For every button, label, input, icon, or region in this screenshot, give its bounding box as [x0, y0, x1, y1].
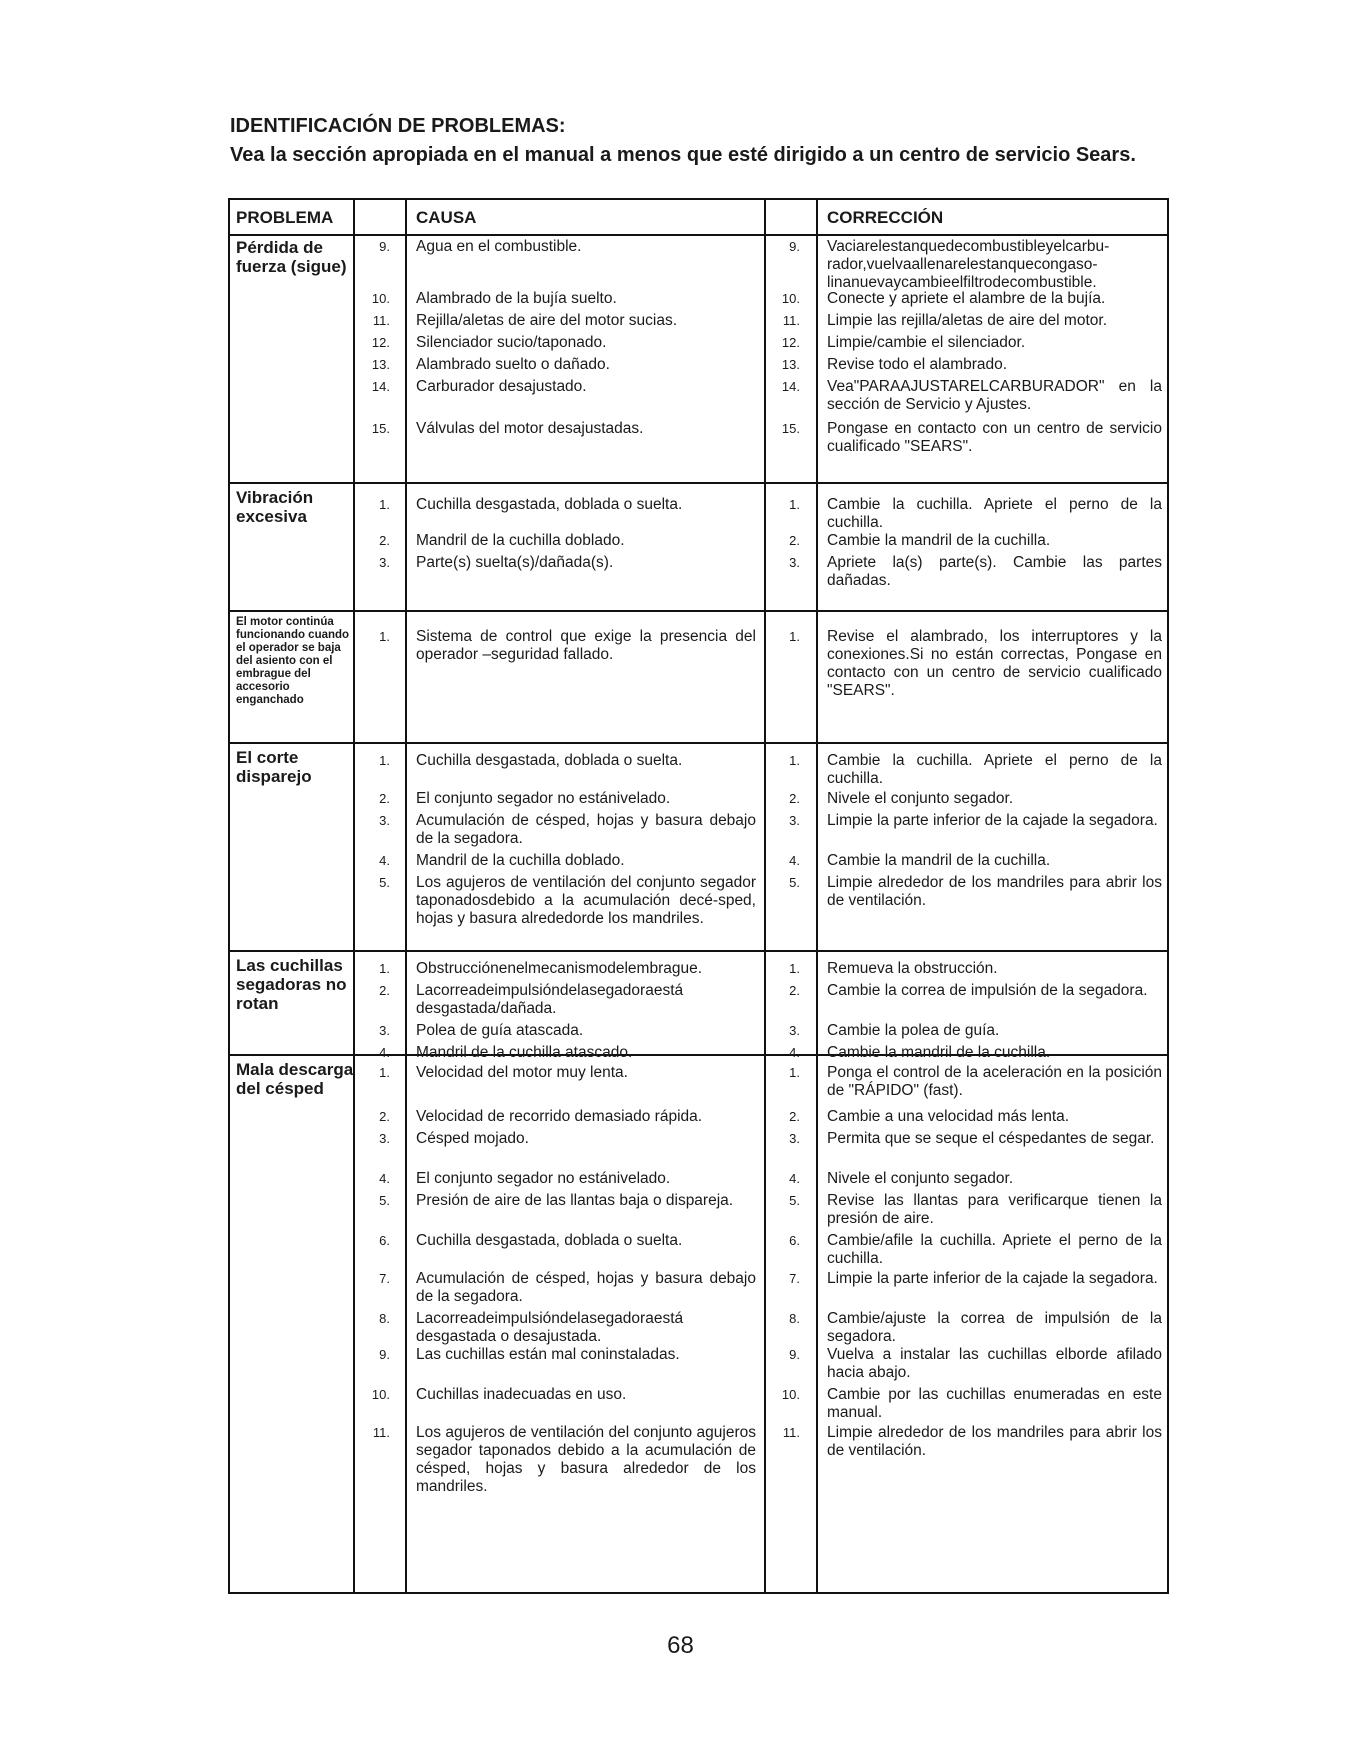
- correction-text: Limpie las rejilla/aletas de aire del motor.: [827, 312, 1107, 329]
- cause-text: Acumulación de césped, hojas y basura debajo de la segadora.: [416, 1270, 756, 1305]
- correction-text: Pongase en contacto con un centro de servicio cualificado "SEARS".: [827, 420, 1162, 455]
- problem-group: [230, 612, 1167, 744]
- correction-number: 1.: [789, 753, 800, 768]
- cause-text: Cuchilla desgastada, doblada o suelta.: [416, 496, 683, 513]
- cause-text: Parte(s) suelta(s)/dañada(s).: [416, 554, 614, 571]
- correction-number: 1.: [789, 497, 800, 512]
- cause-number: 3.: [379, 555, 390, 570]
- cause-text: Presión de aire de las llantas baja o dispareja.: [416, 1192, 734, 1209]
- correction-number: 1.: [789, 961, 800, 976]
- cause-text: Carburador desajustado.: [416, 378, 587, 395]
- cause-number: 2.: [379, 1109, 390, 1124]
- correction-number: 9.: [789, 1347, 800, 1362]
- correction-number: 2.: [789, 1109, 800, 1124]
- cause-number: 2.: [379, 791, 390, 806]
- correction-text: Revise el alambrado, los interruptores y la conexiones.Si no están correctas, Pongase en contacto con un centro de servicio cualificado "SEARS".: [827, 628, 1162, 699]
- problem-label: El motor continúa funcionando cuando el operador se baja del asiento con el embrague del accesorio enganchado: [236, 616, 350, 706]
- page-number: 68: [667, 1632, 694, 1659]
- correction-text: Cambie/afile la cuchilla. Apriete el perno de la cuchilla.: [827, 1232, 1162, 1267]
- cause-number: 11.: [372, 1425, 390, 1440]
- correction-text: Limpie alrededor de los mandriles para abrir los de ventilación.: [827, 874, 1162, 909]
- cause-text: Mandril de la cuchilla doblado.: [416, 532, 625, 549]
- cause-number: 1.: [379, 497, 390, 512]
- cause-text: Velocidad del motor muy lenta.: [416, 1064, 628, 1081]
- cause-text: Silenciador sucio/taponado.: [416, 334, 607, 351]
- correction-number: 3.: [789, 1131, 800, 1146]
- column-header-correction: CORRECCIÓN: [827, 208, 944, 227]
- correction-number: 3.: [789, 813, 800, 828]
- correction-number: 6.: [789, 1233, 800, 1248]
- cause-number: 4.: [379, 853, 390, 868]
- correction-text: Cambie la correa de impulsión de la segadora.: [827, 982, 1148, 999]
- cause-text: Los agujeros de ventilación del conjunto agujeros segador taponados debido a la acumulación de césped, hojas y basura alrededor de los mandriles.: [416, 1424, 756, 1495]
- correction-number: 10.: [781, 1387, 800, 1402]
- correction-text: Revise las llantas para verificarque tienen la presión de aire.: [827, 1192, 1162, 1227]
- correction-number: 11.: [782, 313, 800, 328]
- cause-number: 1.: [379, 1065, 390, 1080]
- problem-label: Pérdida de fuerza (sigue): [236, 238, 347, 276]
- correction-text: Vuelva a instalar las cuchillas elborde afilado hacia abajo.: [827, 1346, 1162, 1381]
- correction-number: 10.: [781, 291, 800, 306]
- page-title: IDENTIFICACIÓN DE PROBLEMAS:: [230, 115, 566, 137]
- correction-text: Cambie la polea de guía.: [827, 1022, 1000, 1039]
- problem-group: [230, 952, 1167, 1061]
- cause-number: 9.: [379, 1347, 390, 1362]
- correction-text: Apriete la(s) parte(s). Cambie las partes dañadas.: [827, 554, 1162, 589]
- correction-text: Limpie/cambie el silenciador.: [827, 334, 1026, 351]
- correction-text: Cambie por las cuchillas enumeradas en este manual.: [827, 1386, 1162, 1421]
- cause-text: Lacorreadeimpulsióndelasegadoraestá desgastada o desajustada.: [416, 1310, 684, 1345]
- correction-text: Ponga el control de la aceleración en la posición de "RÁPIDO" (fast).: [827, 1064, 1162, 1099]
- problem-group: [230, 1056, 1167, 1592]
- correction-text: Conecte y apriete el alambre de la bujía.: [827, 290, 1106, 307]
- cause-number: 1.: [379, 629, 390, 644]
- correction-number: 1.: [789, 629, 800, 644]
- cause-text: Los agujeros de ventilación del conjunto segador taponadosdebido a la acumulación decé-sped, hojas y basura alrededorde los mandriles.: [416, 874, 756, 927]
- cause-text: Velocidad de recorrido demasiado rápida.: [416, 1108, 703, 1125]
- cause-text: Cuchilla desgastada, doblada o suelta.: [416, 752, 683, 769]
- cause-text: El conjunto segador no estánivelado.: [416, 790, 671, 807]
- correction-number: 2.: [789, 533, 800, 548]
- correction-number: 5.: [789, 875, 800, 890]
- correction-text: Limpie la parte inferior de la cajade la segadora.: [827, 812, 1158, 829]
- correction-number: 3.: [789, 555, 800, 570]
- column-header-problem: PROBLEMA: [236, 208, 334, 227]
- cause-number: 1.: [379, 753, 390, 768]
- correction-number: 9.: [789, 239, 800, 254]
- cause-text: Alambrado suelto o dañado.: [416, 356, 610, 373]
- cause-text: Cuchilla desgastada, doblada o suelta.: [416, 1232, 683, 1249]
- problem-group: [230, 744, 1167, 952]
- cause-number: 4.: [379, 1045, 390, 1060]
- cause-number: 10.: [371, 1387, 390, 1402]
- cause-text: Las cuchillas están mal coninstaladas.: [416, 1346, 680, 1363]
- cause-number: 1.: [379, 961, 390, 976]
- column-header-cause: CAUSA: [416, 208, 477, 227]
- problem-label: El corte disparejo: [236, 748, 312, 786]
- correction-number: 11.: [782, 1425, 800, 1440]
- cause-number: 13.: [371, 357, 390, 372]
- cause-text: Agua en el combustible.: [416, 238, 582, 255]
- cause-text: Césped mojado.: [416, 1130, 529, 1147]
- correction-text: Nivele el conjunto segador.: [827, 1170, 1014, 1187]
- correction-number: 3.: [789, 1023, 800, 1038]
- correction-text: Cambie la cuchilla. Apriete el perno de la cuchilla.: [827, 496, 1162, 531]
- cause-number: 6.: [379, 1233, 390, 1248]
- cause-number: 5.: [379, 1193, 390, 1208]
- page-header: [230, 115, 1180, 167]
- correction-number: 2.: [789, 983, 800, 998]
- cause-number: 2.: [379, 983, 390, 998]
- correction-number: 5.: [789, 1193, 800, 1208]
- cause-number: 5.: [379, 875, 390, 890]
- cause-text: Alambrado de la bujía suelto.: [416, 290, 617, 307]
- correction-number: 12.: [781, 335, 800, 350]
- cause-text: Sistema de control que exige la presencia del operador –seguridad fallado.: [416, 628, 756, 663]
- correction-text: Nivele el conjunto segador.: [827, 790, 1014, 807]
- cause-number: 12.: [371, 335, 390, 350]
- cause-text: Válvulas del motor desajustadas.: [416, 420, 644, 437]
- correction-number: 14.: [781, 379, 800, 394]
- cause-text: El conjunto segador no estánivelado.: [416, 1170, 671, 1187]
- correction-text: Vea"PARAAJUSTARELCARBURADOR" en la sección de Servicio y Ajustes.: [827, 378, 1162, 413]
- correction-text: Cambie la mandril de la cuchilla.: [827, 1044, 1051, 1061]
- cause-text: Cuchillas inadecuadas en uso.: [416, 1386, 627, 1403]
- correction-number: 4.: [789, 1045, 800, 1060]
- problem-label: Vibración excesiva: [236, 488, 314, 526]
- correction-number: 7.: [789, 1271, 800, 1286]
- cause-number: 10.: [371, 291, 390, 306]
- cause-number: 14.: [371, 379, 390, 394]
- cause-number: 4.: [379, 1171, 390, 1186]
- cause-text: Polea de guía atascada.: [416, 1022, 584, 1039]
- problem-group: [230, 234, 1167, 484]
- cause-text: Rejilla/aletas de aire del motor sucias.: [416, 312, 678, 329]
- correction-text: Remueva la obstrucción.: [827, 960, 998, 977]
- table-header: [230, 200, 1167, 236]
- cause-number: 7.: [379, 1271, 390, 1286]
- cause-text: Mandril de la cuchilla doblado.: [416, 852, 625, 869]
- correction-text: Cambie la cuchilla. Apriete el perno de la cuchilla.: [827, 752, 1162, 787]
- page-subtitle: Vea la sección apropiada en el manual a menos que esté dirigido a un centro de servicio Sears.: [230, 144, 1136, 166]
- correction-text: Limpie alrededor de los mandriles para abrir los de ventilación.: [827, 1424, 1162, 1459]
- cause-number: 8.: [379, 1311, 390, 1326]
- correction-number: 4.: [789, 853, 800, 868]
- correction-number: 8.: [789, 1311, 800, 1326]
- cause-number: 9.: [379, 239, 390, 254]
- cause-number: 15.: [371, 421, 390, 436]
- cause-number: 3.: [379, 813, 390, 828]
- correction-text: Cambie a una velocidad más lenta.: [827, 1108, 1070, 1125]
- correction-number: 13.: [781, 357, 800, 372]
- problem-label: Las cuchillas segadoras no rotan: [236, 956, 347, 1013]
- problem-group: [230, 484, 1167, 612]
- cause-number: 3.: [379, 1131, 390, 1146]
- cause-number: 2.: [379, 533, 390, 548]
- cause-text: Lacorreadeimpulsióndelasegadoraestá desgastada/dañada.: [416, 982, 684, 1017]
- correction-text: Permita que se seque el céspedantes de segar.: [827, 1130, 1155, 1147]
- cause-text: Acumulación de césped, hojas y basura debajo de la segadora.: [416, 812, 756, 847]
- troubleshooting-table: [228, 198, 1169, 1594]
- correction-number: 4.: [789, 1171, 800, 1186]
- correction-text: Cambie/ajuste la correa de impulsión de la segadora.: [827, 1310, 1162, 1345]
- cause-number: 3.: [379, 1023, 390, 1038]
- correction-number: 1.: [789, 1065, 800, 1080]
- correction-text: Limpie la parte inferior de la cajade la segadora.: [827, 1270, 1158, 1287]
- problem-label: Mala descarga del césped: [236, 1060, 354, 1098]
- cause-number: 11.: [372, 313, 390, 328]
- cause-text: Obstrucciónenelmecanismodelembrague.: [416, 960, 703, 977]
- correction-text: Cambie la mandril de la cuchilla.: [827, 852, 1051, 869]
- correction-number: 2.: [789, 791, 800, 806]
- correction-text: Revise todo el alambrado.: [827, 356, 1008, 373]
- correction-text: Cambie la mandril de la cuchilla.: [827, 532, 1051, 549]
- correction-text: Vaciarelestanquedecombustibleyelcarbu-rador,vuelvaallenarelestanquecongaso-linanuevaycambieelfiltrodecombustible.: [827, 238, 1110, 291]
- cause-text: Mandril de la cuchilla atascado.: [416, 1044, 633, 1061]
- correction-number: 15.: [781, 421, 800, 436]
